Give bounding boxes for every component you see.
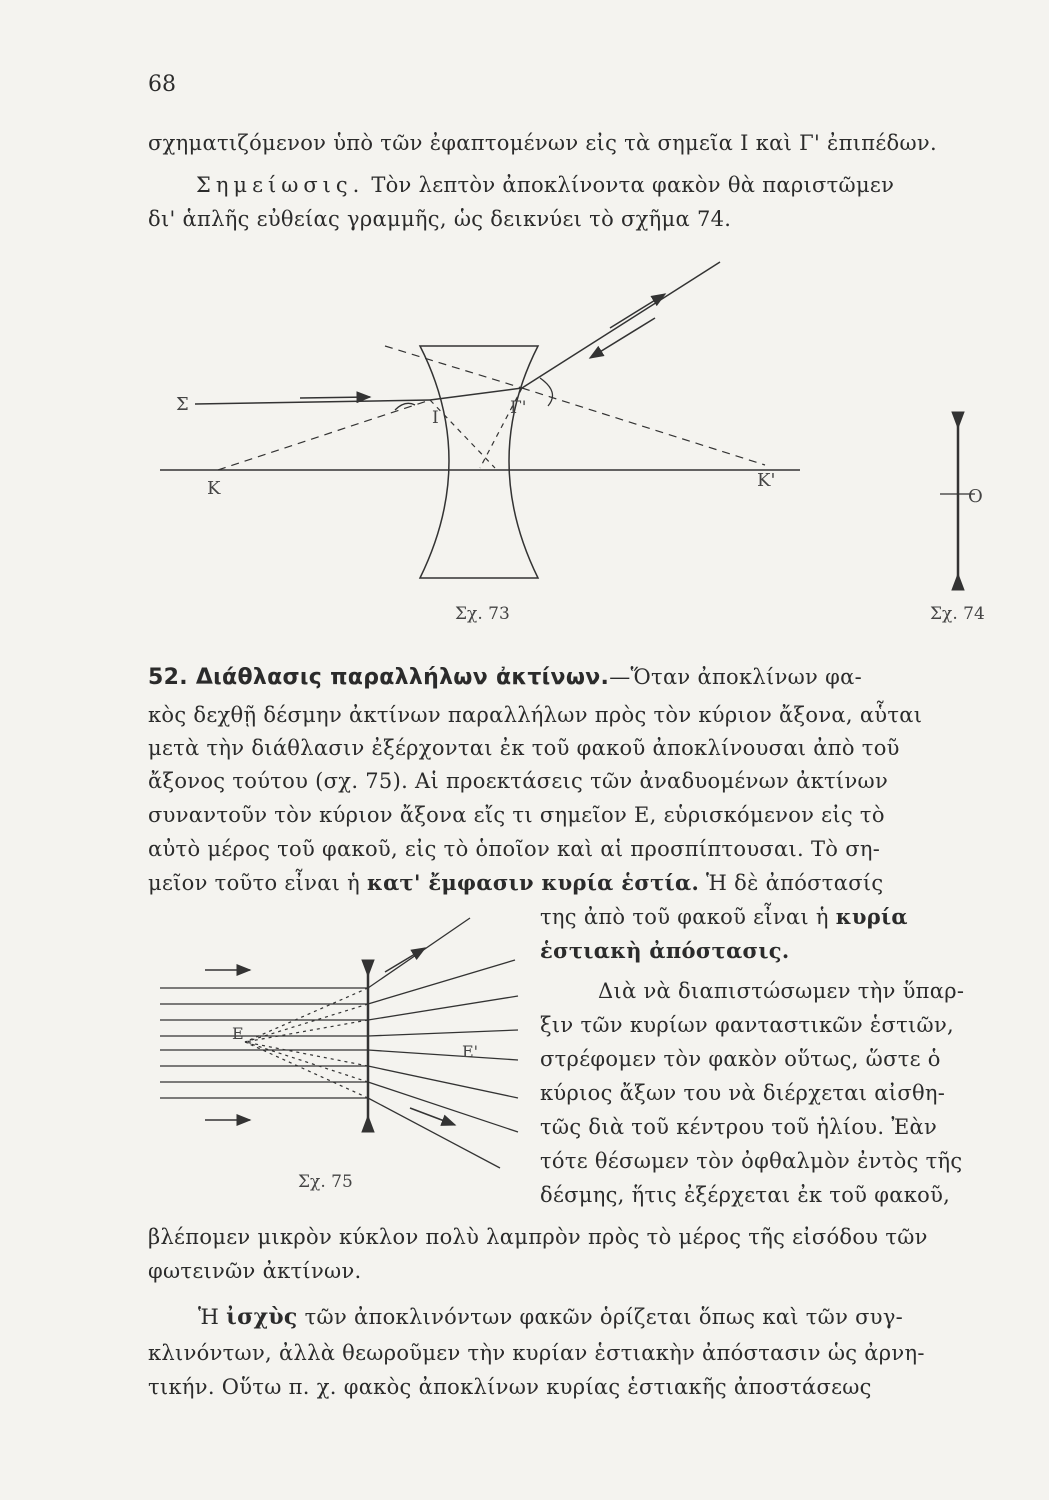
figure-74-caption: Σχ. 74 <box>930 604 985 624</box>
text-line: στρέφομεν τὸν φακὸν οὕτως, ὥστε ὁ <box>540 1047 941 1071</box>
text-line: κλινόντων, ἀλλὰ θεωροῦμεν τὴν κυρίαν ἑστιακὴν ἀπόστασιν ὡς ἀρνη- <box>148 1341 925 1365</box>
text-line <box>198 1302 1018 1332</box>
text-line: τῶς διὰ τοῦ κέντρου τοῦ ἡλίου. Ἐὰν <box>540 1115 938 1139</box>
text-line: Διὰ νὰ διαπιστώσωμεν τὴν ὕπαρ- <box>598 979 965 1003</box>
emphasized-term: κατ' ἔμφασιν κυρία ἑστία. <box>367 870 700 895</box>
label-e-prime: Ε' <box>462 1042 479 1061</box>
text-span: της ἀπὸ τοῦ φακοῦ εἶναι ἡ <box>540 905 829 929</box>
label-i: Ι <box>432 408 439 428</box>
incident-rays <box>160 988 368 1098</box>
text-line: αὐτὸ μέρος τοῦ φακοῦ, εἰς τὸ ὁποῖον καὶ αἱ προσπίπτουσαι. Τὸ ση- <box>148 837 881 861</box>
text-span: μεῖον τοῦτο εἶναι ἡ <box>148 871 361 895</box>
text-line: τικήν. Οὕτω π. χ. φακὸς ἀποκλίνων κυρίας ἑστιακῆς ἀποστάσεως <box>148 1375 872 1399</box>
text-line: τότε θέσωμεν τὸν ὀφθαλμὸν ἐντὸς τῆς <box>540 1149 963 1173</box>
text-span: Ἡ δὲ ἀπόστασίς <box>706 871 884 895</box>
emergent-rays <box>368 918 518 1168</box>
figure-73-caption: Σχ. 73 <box>455 604 510 624</box>
note-label: Σημείωσις. <box>196 173 365 197</box>
label-k: Κ <box>207 478 221 499</box>
text-line: κὸς δεχθῇ δέσμην ἀκτίνων παραλλήλων πρὸς τὸν κύριον ἄξονα, αὗται <box>148 703 923 727</box>
text-span: Ἡ <box>198 1305 220 1329</box>
text-line: σχηματιζόμενον ὑπὸ τῶν ἐφαπτομένων εἰς τὰ σημεῖα Ι καὶ Γ' ἐπιπέδων. <box>148 131 937 155</box>
text-line: ἄξονος τούτου (σχ. 75). Αἱ προεκτάσεις τῶν ἀναδυομένων ἀκτίνων <box>148 769 889 793</box>
text-line: δι' ἁπλῆς εὐθείας γραμμῆς, ὡς δεικνύει τὸ σχῆμα 74. <box>148 207 732 231</box>
text-span: τῶν ἀποκλινόντων φακῶν ὁρίζεται ὅπως καὶ τῶν συγ- <box>304 1305 904 1329</box>
figure-75-caption: Σχ. 75 <box>298 1172 353 1192</box>
label-gamma: Γ' <box>510 398 527 418</box>
text-line: μετὰ τὴν διάθλασιν ἐξέρχονται ἐκ τοῦ φακοῦ ἀποκλίνουσαι ἀπὸ τοῦ <box>148 736 900 760</box>
text-line: ξιν τῶν κυρίων φανταστικῶν ἑστιῶν, <box>540 1013 955 1037</box>
text-line: δέσμης, ἥτις ἐξέρχεται ἐκ τοῦ φακοῦ, <box>540 1183 951 1207</box>
text-span: —Ὅταν ἀποκλίνων φα- <box>609 665 862 689</box>
label-sigma: Σ <box>176 394 189 415</box>
text-line: φωτεινῶν ἀκτίνων. <box>148 1259 362 1283</box>
label-k-prime: Κ' <box>757 470 776 491</box>
section-title: 52. Διάθλασις παραλλήλων ἀκτίνων. <box>148 665 610 690</box>
note-text: Τὸν λεπτὸν ἀποκλίνοντα φακὸν θὰ παριστῶμεν <box>371 173 895 197</box>
emphasized-term: κυρία <box>835 904 908 929</box>
emphasized-term: ἑστιακὴ ἀπόστασις. <box>540 938 790 963</box>
emphasized-term: ἰσχὺς <box>226 1304 298 1330</box>
text-line: συναντοῦν τὸν κύριον ἄξονα εἴς τι σημεῖον Ε, εὑρισκόμενον εἰς τὸ <box>148 803 885 827</box>
label-e: Ε <box>232 1024 244 1043</box>
text-line: κύριος ἄξων του νὰ διέρχεται αἰσθη- <box>540 1081 946 1105</box>
text-line: βλέπομεν μικρὸν κύκλον πολὺ λαμπρὸν πρὸς τὸ μέρος τῆς εἰσόδου τῶν <box>148 1225 928 1249</box>
label-o: Ο <box>968 486 983 507</box>
page-number: 68 <box>148 72 176 97</box>
